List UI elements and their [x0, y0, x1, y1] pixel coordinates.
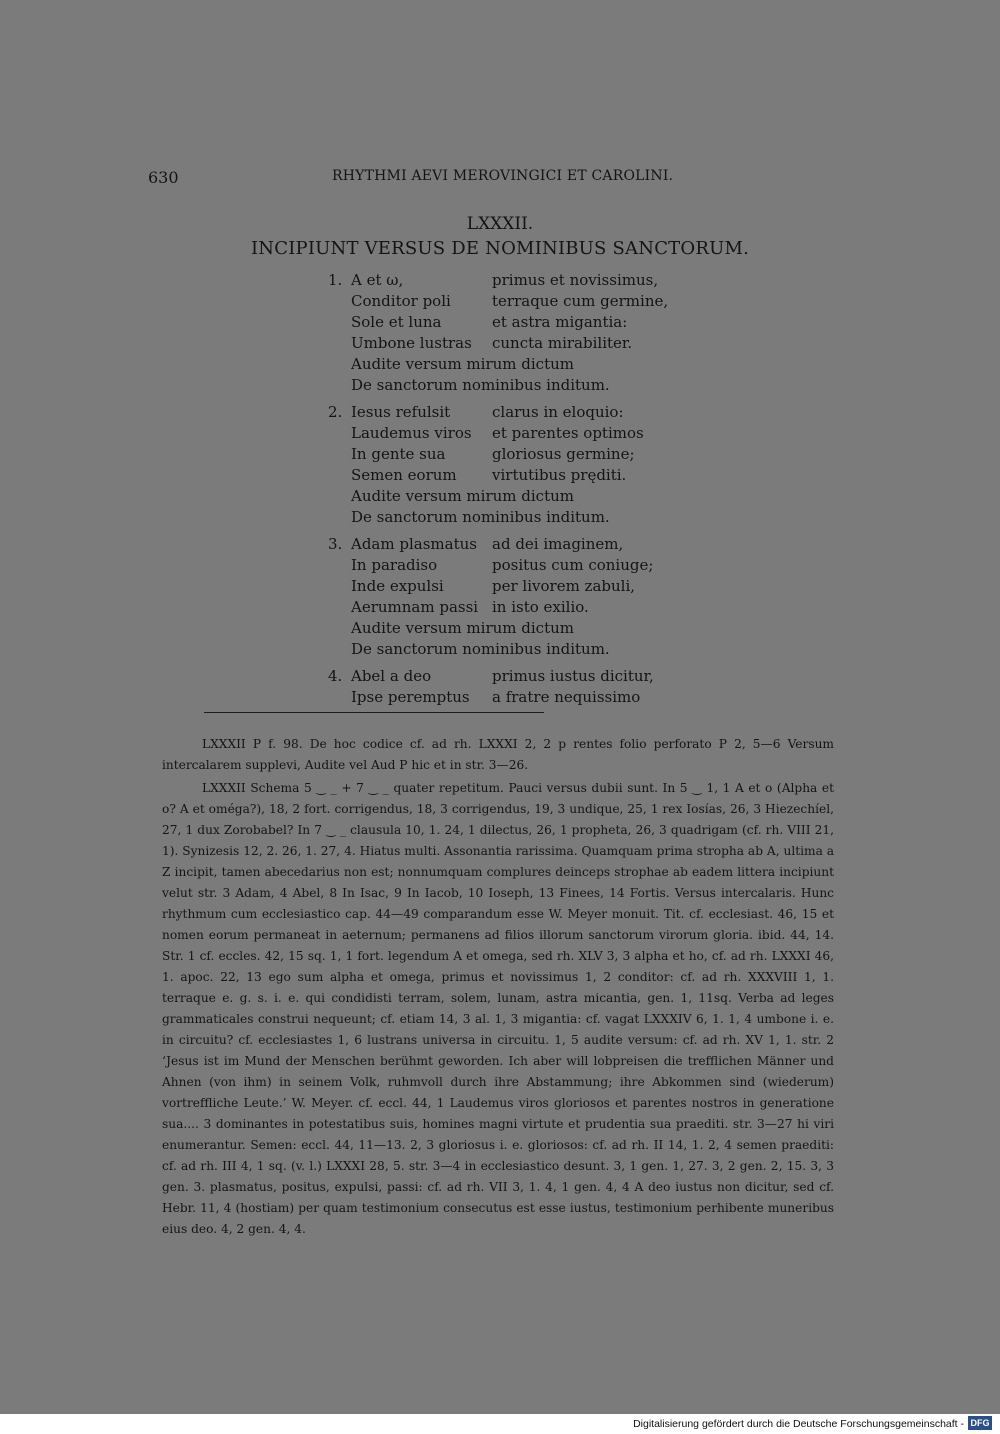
poem-number: LXXXII.	[466, 214, 534, 234]
dfg-logo-icon: DFG	[968, 1416, 992, 1430]
verse-line	[316, 666, 736, 687]
verse-line	[316, 555, 736, 576]
stanza-2	[316, 402, 736, 528]
refrain-line: De sanctorum nominibus inditum.	[351, 640, 610, 658]
critical-apparatus: LXXXII P f. 98. De hoc codice cf. ad rh. LXXXI 2, 2 p rentes folio perforato P 2, 5—6 Versum intercalarem supplevi, Audite vel Aud P hic et in str. 3—26.	[162, 737, 834, 773]
refrain-line: De sanctorum nominibus inditum.	[351, 376, 610, 394]
verse-line	[316, 423, 736, 444]
verse-line	[316, 597, 736, 618]
verse-first-half: Laudemus viros	[351, 424, 472, 442]
commentary-notes: LXXXII Schema 5 ‿ _ + 7 ‿ _ quater repetitum. Pauci versus dubii sunt. In 5 ‿ 1, 1 A et o (Alpha et o? A et oméga?), 18, 2 fort. corrigendus, 18, 3 corrigendus, 19, 3 undique, 25, 1 rex Iosías, 26, 3 Hiezechíel, 27, 1 dux Zorobabel? In 7 ‿ _ clausula 10, 1. 24, 1 dilectus, 26, 1 propheta, 26, 3 quadrigam (cf. rh. VIII 21, 1). Synizesis 12, 2. 26, 1. 27, 4. Hiatus multi. Assonantia rarissima. Quamquam prima stropha ab A, ultima a Z incipit, tamen abecedarius non est; nonnumquam complures deinceps strophae ab eadem littera incipiunt velut str. 3 Adam, 4 Abel, 8 In Isac, 9 In Iacob, 10 Ioseph, 13 Finees, 14 Fortis. Versus intercalaris. Hunc rhythmum cum ecclesiastico cap. 44—49 comparandum esse W. Meyer monuit. Tit. cf. ecclesiast. 46, 15 et nomen eorum permaneat in aeternum; permanens ad filios illorum sanctorum virorum gloria. ibid. 44, 14. Str. 1 cf. eccles. 42, 15 sq. 1, 1 fort. legendum A et omega, sed rh. XLV 3, 3 alpha et ho, cf. ad rh. LXXXI 46, 1. apoc. 22, 13 ego sum alpha et omega, primus et novissimus 1, 2 conditor: cf. ad rh. XXXVIII 1, 1. terraque e. g. s. i. e. qui condidisti terram, solem, lunam, astra micantia, gen. 1, 11sq. Verba ad leges grammaticales construi nequeunt; cf. etiam 14, 3 al. 1, 3 migantia: cf. vagat LXXXIV 6, 1. 1, 4 umbone i. e. in circuitu? cf. ecclesiastes 1, 6 lustrans universa in circuitu. 1, 5 audite versum: cf. ad rh. XV 1, 1. str. 2 ‘Jesus ist im Mund der Menschen berühmt geworden. Ich aber will lobpreisen die trefflichen Männer und Ahnen (von ihm) in seinem Volk, ruhmvoll durch ihre Abstammung; ihre Abkommen sind (wiederum) vortreffliche Leute.’ W. Meyer. cf. eccl. 44, 1 Laudemus viros gloriosos et parentes nostros in generatione sua.... 3 dominantes in potestatibus suis, homines magni virtute et prudentia sua praediti. str. 3—27 hi viri enumerantur. Semen: eccl. 44, 11—13. 2, 3 gloriosus i. e. gloriosos: cf. ad rh. II 14, 1. 2, 4 semen praediti: cf. ad rh. III 4, 1 sq. (v. l.) LXXXI 28, 5. str. 3—4 in ecclesiastico desunt. 3, 1 gen. 1, 27. 3, 2 gen. 2, 15. 3, 3 gen. 3. plasmatus, positus, expulsi, passi: cf. ad rh. VII 3, 1. 4, 1 gen. 4, 4 A deo iustus non dicitur, sed cf. Hebr. 11, 4 (hostiam) per quam testimonium consecutus est esse iustus, testimonium perhibente muneribus eius deo. 4, 2 gen. 4, 4.	[162, 781, 834, 1237]
verse-second-half: cuncta mirabiliter.	[492, 334, 633, 352]
stanza-1	[316, 270, 736, 396]
verse-first-half: Inde expulsi	[351, 577, 444, 595]
verse-first-half: Conditor poli	[351, 292, 451, 310]
verse-first-half: Abel a deo	[351, 667, 432, 685]
refrain-line: Audite versum mirum dictum	[351, 619, 574, 637]
verse-second-half: ad dei imaginem,	[492, 535, 624, 553]
verse-line	[316, 333, 736, 354]
verse-line	[316, 444, 736, 465]
verse-second-half: a fratre nequissimo	[492, 688, 641, 706]
verse-second-half: et astra migantia:	[492, 313, 628, 331]
refrain-line: De sanctorum nominibus inditum.	[351, 508, 610, 526]
footnote-divider	[204, 712, 544, 713]
verse-first-half: Aerumnam passi	[351, 598, 479, 616]
verse-line	[316, 402, 736, 423]
verse-line	[316, 312, 736, 333]
verse-second-half: positus cum coniuge;	[492, 556, 654, 574]
verse-second-half: virtutibus pręditi.	[492, 466, 627, 484]
stanza-4	[316, 666, 736, 708]
verse-second-half: clarus in eloquio:	[492, 403, 624, 421]
verse-second-half: primus et novissimus,	[492, 271, 659, 289]
stanza-number: 2.	[328, 403, 343, 421]
refrain-line: Audite versum mirum dictum	[351, 487, 574, 505]
verse-first-half: Umbone lustras	[351, 334, 472, 352]
verse-first-half: Sole et luna	[351, 313, 442, 331]
running-title: RHYTHMI AEVI MEROVINGICI ET CAROLINI.	[332, 168, 674, 184]
poem-title: INCIPIUNT VERSUS DE NOMINIBUS SANCTORUM.	[251, 238, 749, 259]
stanza-number: 4.	[328, 667, 343, 685]
verse-first-half: In paradiso	[351, 556, 438, 574]
verse-line	[316, 270, 736, 291]
verse-first-half: Ipse peremptus	[351, 688, 470, 706]
verse-second-half: per livorem zabuli,	[492, 577, 636, 595]
verse-second-half: terraque cum germine,	[492, 292, 669, 310]
verse-line	[316, 291, 736, 312]
verse-first-half: Iesus refulsit	[351, 403, 451, 421]
verse-first-half: A et ω,	[351, 271, 404, 289]
verse-second-half: gloriosus germine;	[492, 445, 635, 463]
stanza-number: 3.	[328, 535, 343, 553]
verse-line	[316, 576, 736, 597]
verse-line	[316, 465, 736, 486]
verse-first-half: Adam plasmatus	[351, 535, 477, 553]
stanza-3	[316, 534, 736, 660]
verse-second-half: primus iustus dicitur,	[492, 667, 654, 685]
digitization-credit: Digitalisierung gefördert durch die Deutsche Forschungsgemeinschaft -	[633, 1418, 964, 1430]
stanza-number: 1.	[328, 271, 343, 289]
verse-first-half: Semen eorum	[351, 466, 457, 484]
verse-line	[316, 534, 736, 555]
page-number: 630	[148, 168, 179, 187]
verse-second-half: in isto exilio.	[492, 598, 589, 616]
verse-first-half: In gente sua	[351, 445, 446, 463]
verse-second-half: et parentes optimos	[492, 424, 644, 442]
refrain-line: Audite versum mirum dictum	[351, 355, 574, 373]
verse-line	[316, 687, 736, 708]
poem-stanzas	[316, 270, 736, 714]
